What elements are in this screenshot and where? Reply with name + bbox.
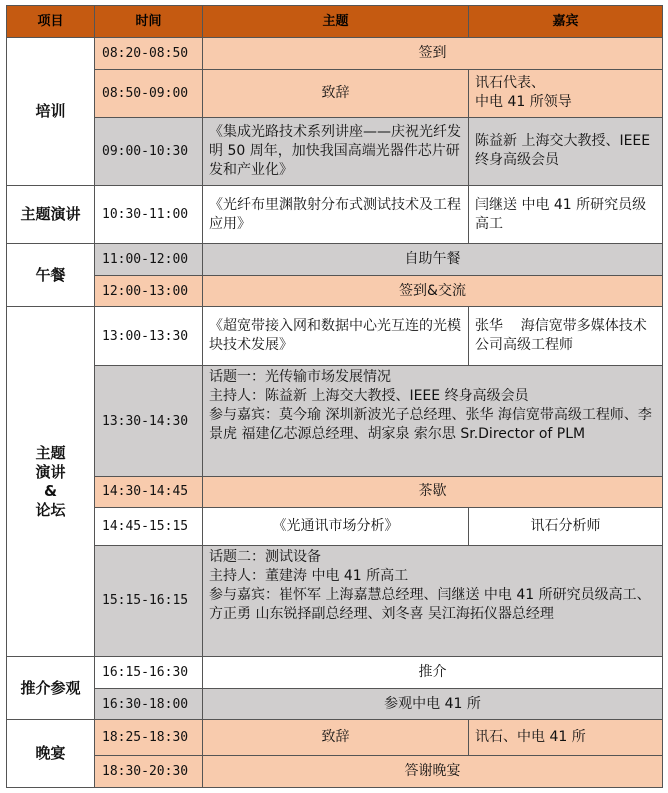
section-forum-line: 演讲	[35, 462, 66, 481]
table-row	[7, 117, 663, 186]
guest-cell: 闫继送 中电 41 所研究员级高工	[469, 186, 663, 244]
time-cell: 13:30-14:30	[95, 366, 203, 477]
schedule-table	[6, 5, 663, 788]
section-forum-line: 主题	[35, 443, 66, 462]
section-banquet: 晚宴	[7, 720, 95, 788]
time-cell: 09:00-10:30	[95, 117, 203, 186]
time-cell: 12:00-13:00	[95, 275, 203, 307]
topic-cell: 参观中电 41 所	[203, 688, 663, 720]
section-promo: 推介参观	[7, 657, 95, 720]
topic-cell: 推介	[203, 657, 663, 689]
table-row	[7, 657, 663, 689]
time-cell: 13:00-13:30	[95, 307, 203, 366]
time-cell: 08:50-09:00	[95, 70, 203, 117]
guest-cell: 讯石、中电 41 所	[469, 720, 663, 756]
table-row	[7, 507, 663, 545]
topic-cell: 《集成光路技术系列讲座——庆祝光纤发明 50 周年，加快我国高端光器件芯片研发和产业化》	[203, 117, 469, 186]
topic-cell: 致辞	[203, 720, 469, 756]
time-cell: 10:30-11:00	[95, 186, 203, 244]
topic-cell: 茶歇	[203, 477, 663, 508]
section-forum-line: 论坛	[35, 500, 66, 519]
time-cell: 11:00-12:00	[95, 244, 203, 276]
section-lunch: 午餐	[7, 244, 95, 307]
guest-cell: 讯石分析师	[469, 507, 663, 545]
section-training: 培训	[7, 37, 95, 186]
topic-cell: 《超宽带接入网和数据中心光互连的光模块技术发展》	[203, 307, 469, 366]
topic-cell: 答谢晚宴	[203, 756, 663, 788]
table-row	[7, 70, 663, 117]
table-row	[7, 545, 663, 657]
guest-cell: 陈益新 上海交大教授、IEEE 终身高级会员	[469, 117, 663, 186]
header-row	[7, 6, 663, 38]
topic-cell: 签到&交流	[203, 275, 663, 307]
table-row	[7, 366, 663, 477]
table-row	[7, 244, 663, 276]
table-row	[7, 186, 663, 244]
topic-cell: 《光纤布里渊散射分布式测试技术及工程应用》	[203, 186, 469, 244]
time-cell: 14:45-15:15	[95, 507, 203, 545]
section-keynote: 主题演讲	[7, 186, 95, 244]
topic-cell: 话题一：光传输市场发展情况 主持人：陈益新 上海交大教授、IEEE 终身高级会员 参与嘉宾：莫今瑜 深圳新波光子总经理、张华 海信宽带高级工程师、李景虎 福建亿芯源总经理、胡家泉 索尔思 Sr.Director of PLM	[203, 366, 663, 477]
header-section: 项目	[7, 6, 95, 38]
table-row	[7, 720, 663, 756]
header-topic: 主题	[203, 6, 469, 38]
guest-cell: 张华 海信宽带多媒体技术公司高级工程师	[469, 307, 663, 366]
topic-cell: 《光通讯市场分析》	[203, 507, 469, 545]
section-forum	[7, 307, 95, 657]
time-cell: 18:25-18:30	[95, 720, 203, 756]
time-cell: 15:15-16:15	[95, 545, 203, 657]
time-cell: 16:15-16:30	[95, 657, 203, 689]
header-guest: 嘉宾	[469, 6, 663, 38]
topic-cell: 话题二：测试设备 主持人：董建涛 中电 41 所高工 参与嘉宾：崔怀军 上海嘉慧总经理、闫继送 中电 41 所研究员级高工、方正勇 山东锐择副总经理、刘冬喜 吴江海拓仪器总经理	[203, 545, 663, 657]
table-row	[7, 688, 663, 720]
table-row	[7, 756, 663, 788]
time-cell: 18:30-20:30	[95, 756, 203, 788]
topic-cell: 签到	[203, 37, 663, 70]
topic-cell: 自助午餐	[203, 244, 663, 276]
header-time: 时间	[95, 6, 203, 38]
topic-cell: 致辞	[203, 70, 469, 117]
table-row	[7, 307, 663, 366]
table-row	[7, 477, 663, 508]
time-cell: 16:30-18:00	[95, 688, 203, 720]
table-row	[7, 275, 663, 307]
time-cell: 08:20-08:50	[95, 37, 203, 70]
guest-cell: 讯石代表、 中电 41 所领导	[469, 70, 663, 117]
section-forum-line: &	[43, 481, 58, 500]
table-row	[7, 37, 663, 70]
time-cell: 14:30-14:45	[95, 477, 203, 508]
